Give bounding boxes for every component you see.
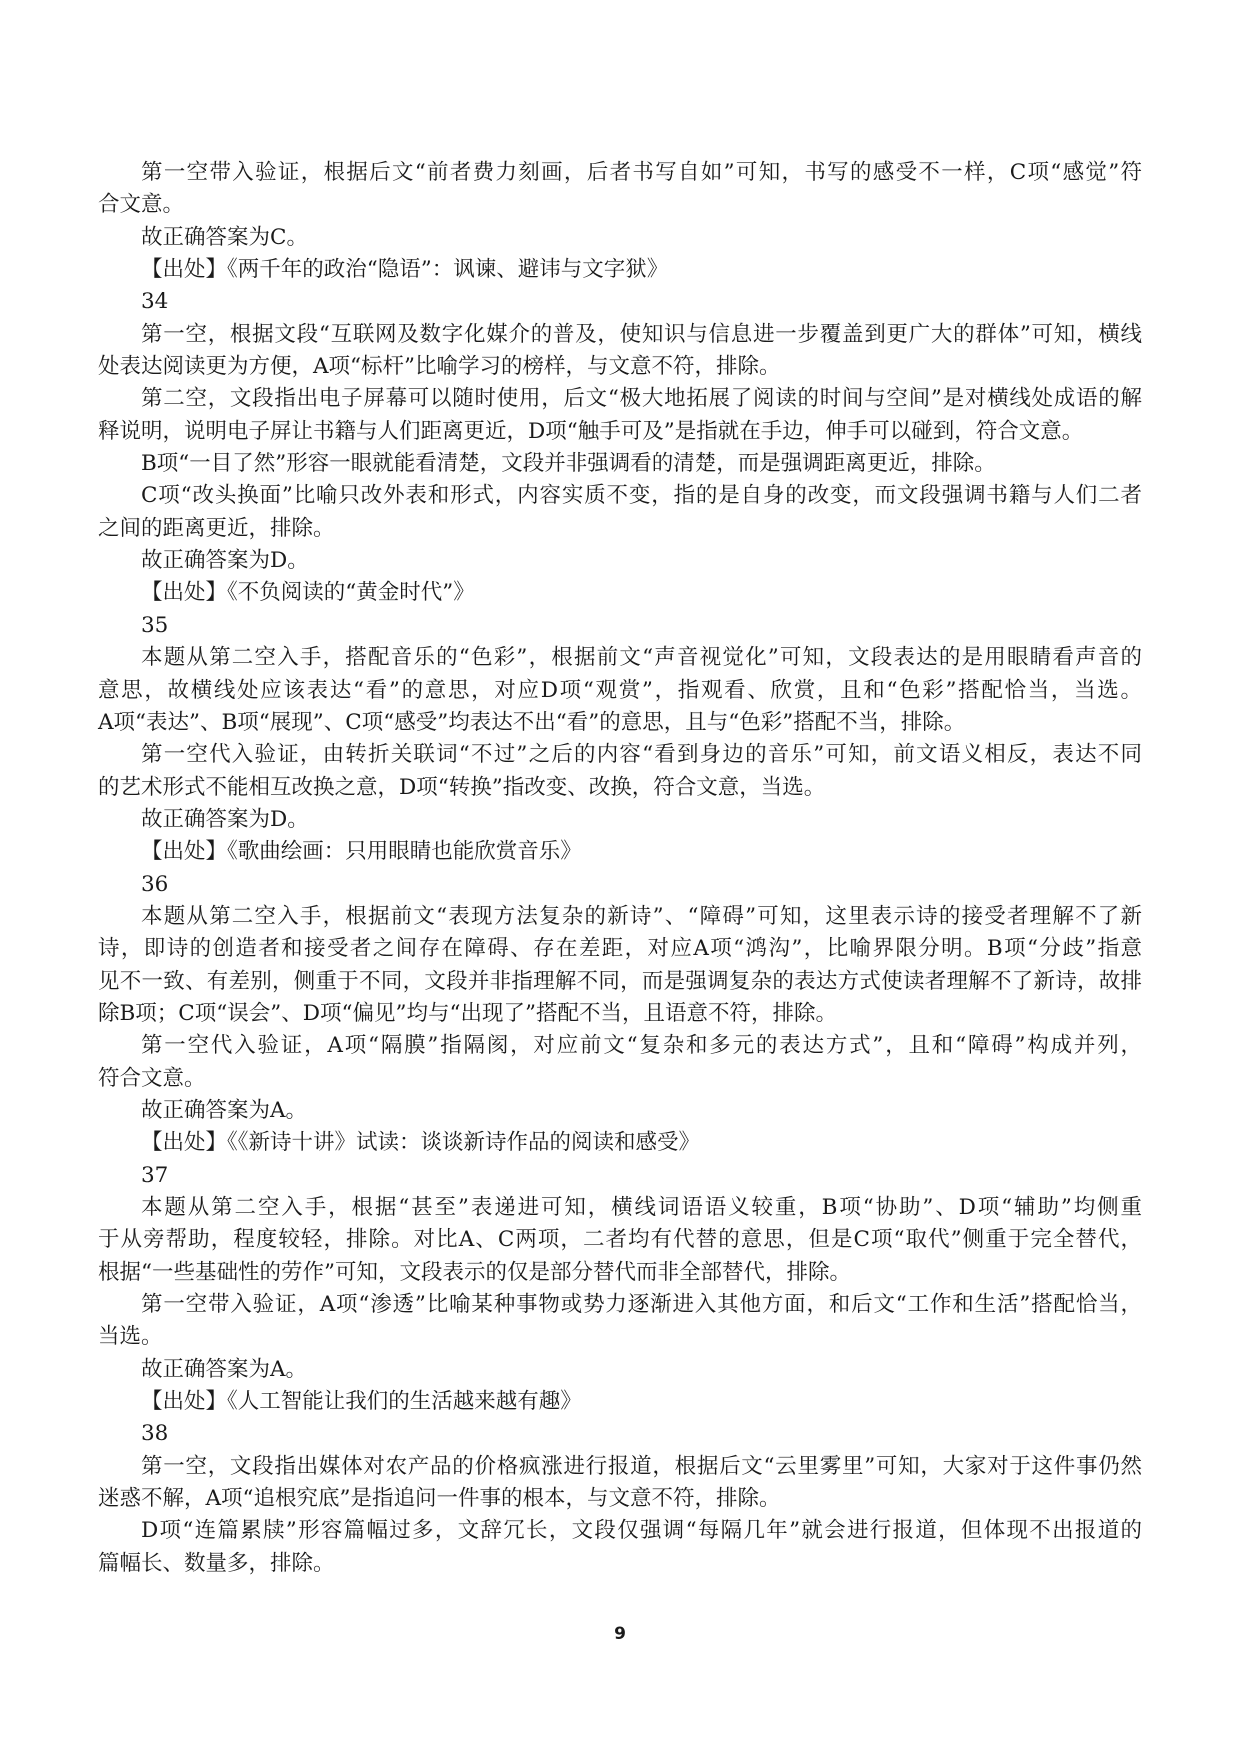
- text-line: 当选。: [98, 1324, 163, 1350]
- document-body: [98, 157, 1142, 1580]
- text-line: 迷惑不解，A项“追根究底”是指追问一件事的根本，与文意不符，排除。: [98, 1486, 781, 1512]
- text-line: 故正确答案为D。: [141, 548, 309, 574]
- text-line: 【出处】《人工智能让我们的生活越来越有趣》: [141, 1389, 582, 1415]
- text-line: D项“连篇累牍”形容篇幅过多，文辞冗长，文段仅强调“每隔几年”就会进行报道，但体现不出报道的: [141, 1518, 1142, 1544]
- text-line: 见不一致、有差别，侧重于不同，文段并非指理解不同，而是强调复杂的表达方式使读者理解不了新诗，故排: [98, 968, 1142, 994]
- text-line: 于从旁帮助，程度较轻，排除。对比A、C两项，二者均有代替的意思，但是C项“取代”侧重于完全替代，: [98, 1227, 1142, 1253]
- text-line: A项“表达”、B项“展现”、C项“感受”均表达不出“看”的意思，且与“色彩”搭配不当，排除。: [98, 709, 966, 735]
- text-line: 本题从第二空入手，搭配音乐的“色彩”，根据前文“声音视觉化”可知，文段表达的是用眼睛看声音的: [141, 645, 1142, 671]
- text-line: 故正确答案为D。: [141, 806, 309, 832]
- text-line: 38: [141, 1421, 169, 1447]
- text-line: B项“一目了然”形容一眼就能看清楚，文段并非强调看的清楚，而是强调距离更近，排除。: [141, 451, 996, 477]
- text-line: 【出处】《《新诗十讲》试读：谈谈新诗作品的阅读和感受》: [141, 1130, 701, 1156]
- text-line: 37: [141, 1162, 169, 1188]
- text-line: 第一空代入验证，A项“隔膜”指隔阂，对应前文“复杂和多元的表达方式”，且和“障碍”构成并列，: [141, 1033, 1142, 1059]
- text-line: 故正确答案为A。: [141, 1356, 308, 1382]
- text-line: 36: [141, 871, 169, 897]
- text-line: 意思，故横线处应该表达“看”的意思，对应D项“观赏”，指观看、欣赏，且和“色彩”搭配恰当，当选。: [98, 677, 1142, 703]
- text-line: 故正确答案为C。: [141, 224, 308, 250]
- text-line: 第二空，文段指出电子屏幕可以随时使用，后文“极大地拓展了阅读的时间与空间”是对横线处成语的解: [141, 386, 1142, 412]
- text-line: 【出处】《两千年的政治“隐语”：讽谏、避讳与文字狱》: [141, 257, 669, 283]
- text-line: 释说明，说明电子屏让书籍与人们距离更近，D项“触手可及”是指就在手边，伸手可以碰到，符合文意。: [98, 418, 1084, 444]
- page-number: 9: [614, 1624, 626, 1644]
- text-line: 故正确答案为A。: [141, 1097, 308, 1123]
- text-line: 【出处】《不负阅读的“黄金时代”》: [141, 580, 475, 606]
- text-line: 【出处】《歌曲绘画：只用眼睛也能欣赏音乐》: [141, 839, 582, 865]
- text-line: 符合文意。: [98, 1065, 206, 1091]
- text-line: 第一空代入验证，由转折关联词“不过”之后的内容“看到身边的音乐”可知，前文语义相反，表达不同: [141, 742, 1142, 768]
- text-line: 诗，即诗的创造者和接受者之间存在障碍、存在差距，对应A项“鸿沟”，比喻界限分明。B项“分歧”指意: [98, 936, 1142, 962]
- text-line: 之间的距离更近，排除。: [98, 515, 335, 541]
- text-line: 处表达阅读更为方便，A项“标杆”比喻学习的榜样，与文意不符，排除。: [98, 354, 781, 380]
- text-line: 本题从第二空入手，根据“甚至”表递进可知，横线词语语义较重，B项“协助”、D项“辅助”均侧重: [141, 1195, 1142, 1220]
- text-line: 合文意。: [98, 192, 185, 218]
- text-line: 第一空，根据文段“互联网及数字化媒介的普及，使知识与信息进一步覆盖到更广大的群体”可知，横线: [141, 321, 1142, 347]
- text-line: 第一空，文段指出媒体对农产品的价格疯涨进行报道，根据后文“云里雾里”可知，大家对于这件事仍然: [141, 1453, 1142, 1479]
- text-line: 34: [141, 289, 169, 315]
- text-line: 第一空带入验证，A项“渗透”比喻某种事物或势力逐渐进入其他方面，和后文“工作和生活”搭配恰当，: [141, 1292, 1142, 1318]
- text-line: 第一空带入验证，根据后文“前者费力刻画，后者书写自如”可知，书写的感受不一样，C项“感觉”符: [141, 160, 1142, 185]
- text-line: 本题从第二空入手，根据前文“表现方法复杂的新诗”、“障碍”可知，这里表示诗的接受者理解不了新: [141, 903, 1142, 929]
- text-line: 篇幅长、数量多，排除。: [98, 1550, 335, 1576]
- text-line: 35: [141, 612, 169, 638]
- text-line: 的艺术形式不能相互改换之意，D项“转换”指改变、改换，符合文意，当选。: [98, 774, 826, 800]
- text-line: C项“改头换面”比喻只改外表和形式，内容实质不变，指的是自身的改变，而文段强调书籍与人们二者: [141, 483, 1142, 509]
- text-line: 除B项；C项“误会”、D项“偏见”均与“出现了”搭配不当，且语意不符，排除。: [98, 1000, 837, 1026]
- text-line: 根据“一些基础性的劳作”可知，文段表示的仅是部分替代而非全部替代，排除。: [98, 1259, 851, 1285]
